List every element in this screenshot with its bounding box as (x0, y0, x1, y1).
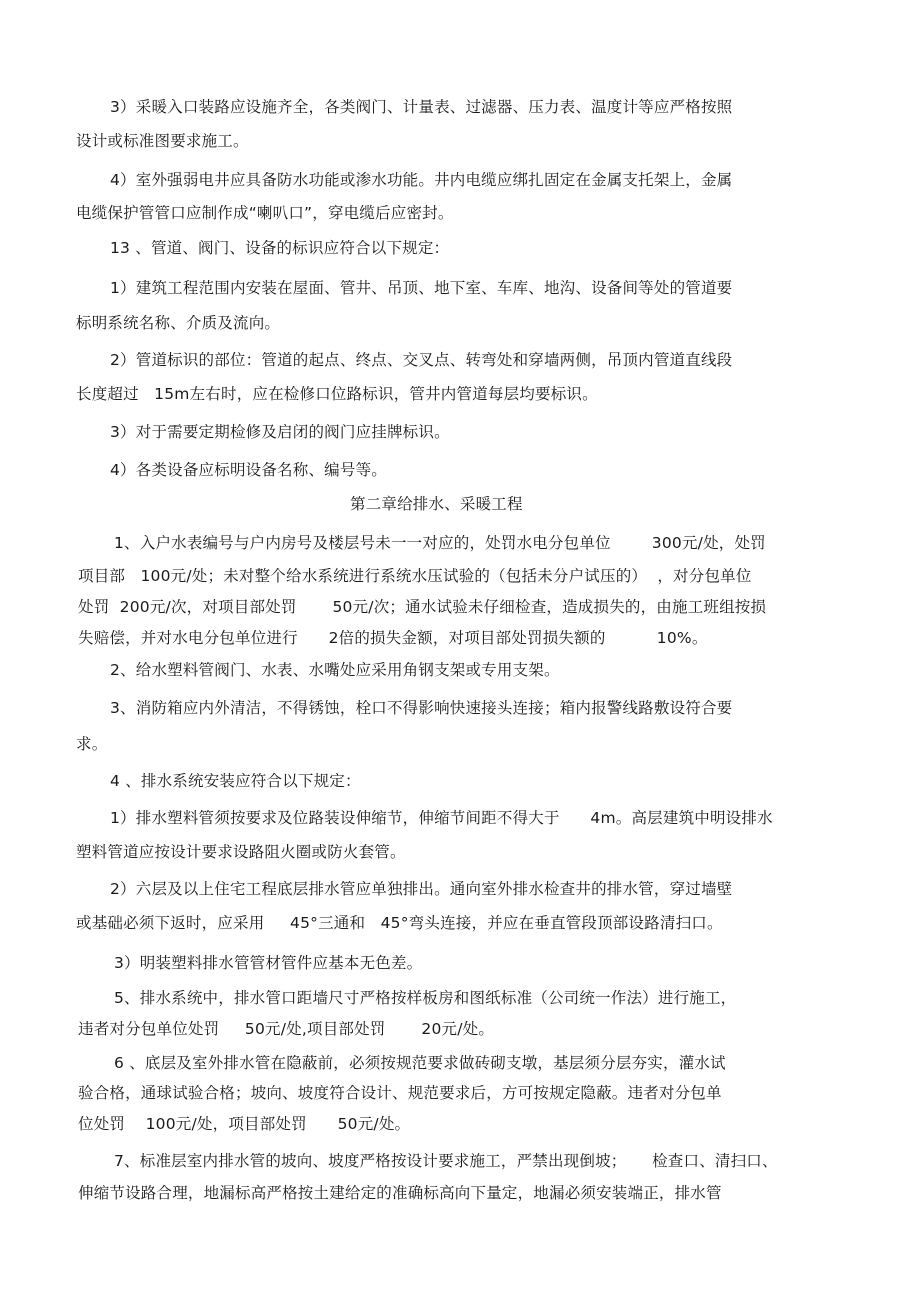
text-line: 失赔偿，并对水电分包单位进行 2倍的损失金额，对项目部处罚损失额的 10%。 (78, 629, 708, 647)
text-line: 13 、管道、阀门、设备的标识应符合以下规定： (110, 239, 450, 257)
text-line: 7、标准层室内排水管的坡向、坡度严格按设计要求施工，严禁出现倒坡； 检查口、清扫口、 (114, 1152, 778, 1170)
text-line: 4）各类设备应标明设备名称、编号等。 (110, 461, 387, 479)
text-line: 电缆保护管管口应制作成“喇叭口”，穿电缆后应密封。 (76, 204, 454, 222)
text-line: 或基础必须下返时，应采用 45°三通和 45°弯头连接，并应在垂直管段顶部设路清扫口。 (76, 914, 723, 932)
text-line: 违者对分包单位处罚 50元/处,项目部处罚 20元/处。 (78, 1020, 495, 1038)
text-line: 长度超过 15m左右时，应在检修口位路标识，管井内管道每层均要标识。 (76, 385, 598, 403)
text-line: 2）六层及以上住宅工程底层排水管应单独排出。通向室外排水检查井的排水管，穿过墙壁 (110, 880, 733, 898)
text-line: 3）明装塑料排水管管材管件应基本无色差。 (114, 954, 423, 972)
text-line: 3）采暖入口装路应设施齐全，各类阀门、计量表、过滤器、压力表、温度计等应严格按照 (110, 98, 733, 116)
text-line: 2、给水塑料管阀门、水表、水嘴处应采用角钢支架或专用支架。 (110, 661, 560, 679)
text-line: 3、消防箱应内外清洁，不得锈蚀，栓口不得影响快速接头连接；箱内报警线路敷设符合要 (110, 699, 733, 717)
text-line: 伸缩节设路合理，地漏标高严格按土建给定的准确标高向下量定，地漏必须安装端正，排水管 (78, 1184, 722, 1202)
text-line: 4 、排水系统安装应符合以下规定： (110, 772, 361, 790)
text-line: 1、入户水表编号与户内房号及楼层号未一一对应的，处罚水电分包单位 300元/处，处罚 (114, 534, 766, 552)
text-line: 3）对于需要定期检修及启闭的阀门应挂牌标识。 (110, 423, 450, 441)
text-line: 1）排水塑料管须按要求及位路装设伸缩节，伸缩节间距不得大于 4m。高层建筑中明设排水 (110, 809, 773, 827)
text-line: 塑料管道应按设计要求设路阻火圈或防火套管。 (76, 843, 406, 861)
text-line: 项目部 100元/处；未对整个给水系统进行系统水压试验的（包括未分户试压的） ，对分包单位 (78, 567, 752, 585)
text-line: 验合格，通球试验合格；坡向、坡度符合设计、规范要求后，方可按规定隐蔽。违者对分包单 (78, 1084, 722, 1102)
text-line: 位处罚 100元/处，项目部处罚 50元/处。 (78, 1115, 411, 1133)
text-line: 求。 (76, 735, 108, 753)
text-line: 1）建筑工程范围内安装在屋面、管井、吊顶、地下室、车库、地沟、设备间等处的管道要 (110, 279, 733, 297)
text-line: 6 、底层及室外排水管在隐蔽前，必须按规范要求做砖砌支墩，基层须分层夯实，灌水试 (114, 1054, 726, 1072)
text-line: 标明系统名称、介质及流向。 (76, 314, 281, 332)
text-line: 处罚 200元/次，对项目部处罚 50元/次；通水试验未仔细检查，造成损失的，由施工班组按损 (78, 598, 767, 616)
text-line: 设计或标准图要求施工。 (76, 132, 249, 150)
text-line: 4）室外强弱电井应具备防水功能或渗水功能。井内电缆应绑扎固定在金属支托架上，金属 (110, 171, 733, 189)
chapter-heading: 第二章给排水、采暖工程 (350, 495, 523, 513)
text-line: 2）管道标识的部位：管道的起点、终点、交叉点、转弯处和穿墙两侧，吊顶内管道直线段 (110, 351, 733, 369)
text-line: 5、排水系统中，排水管口距墙尺寸严格按样板房和图纸标准（公司统一作法）进行施工， (114, 989, 737, 1007)
